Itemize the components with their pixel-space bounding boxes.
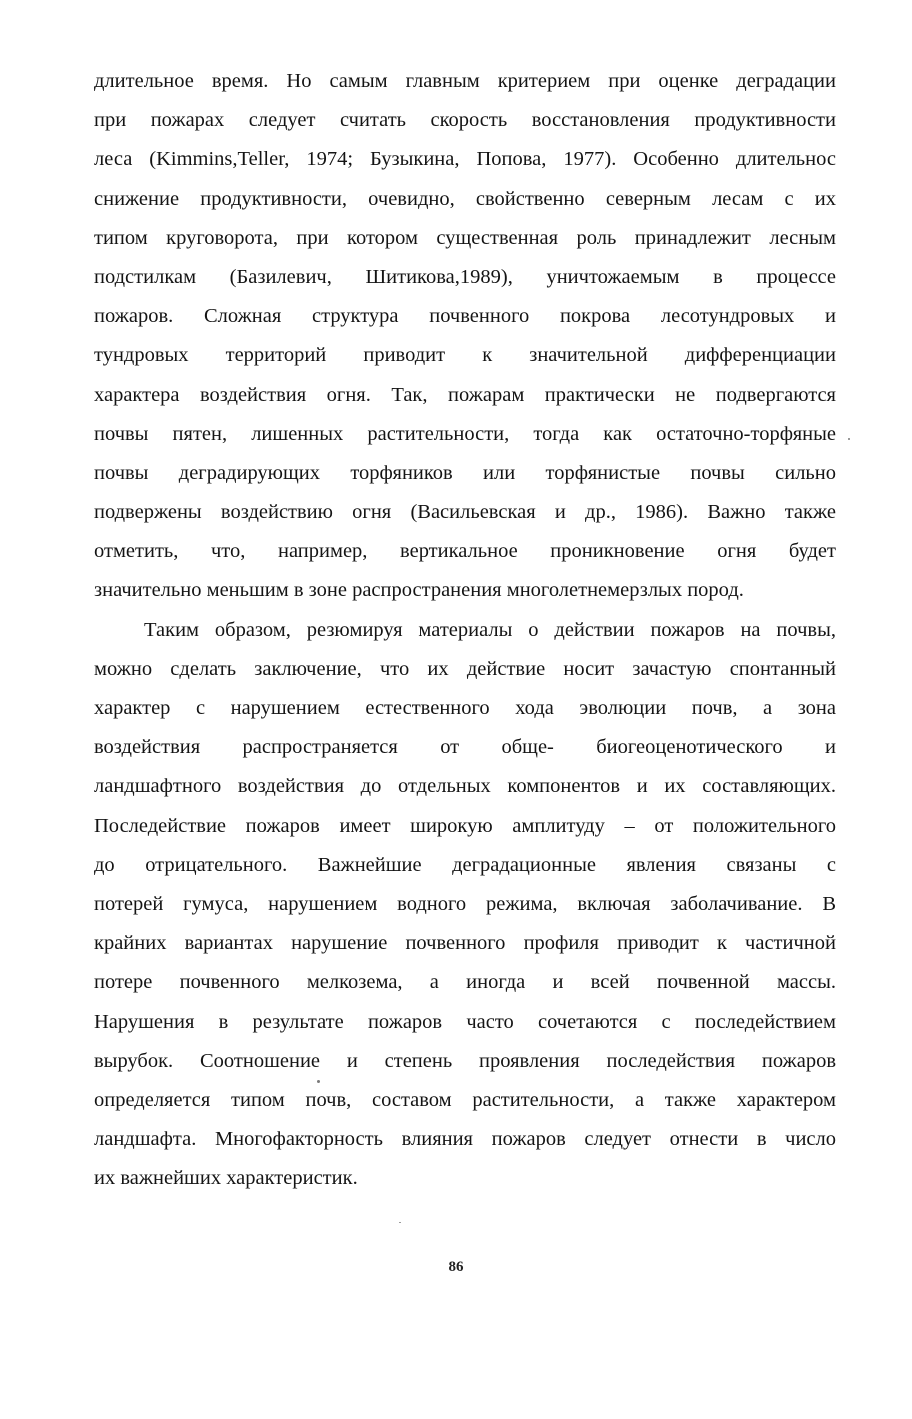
text-line: леса (Kimmins,Teller, 1974; Бузыкина, Попова, 1977). Особенно длительнос bbox=[94, 148, 836, 171]
text-line: длительное время. Но самым главным критерием при оценке деградации bbox=[94, 70, 836, 92]
text-line: характер с нарушением естественного хода эволюции почв, а зона bbox=[94, 697, 836, 719]
text-line: снижение продуктивности, очевидно, свойственно северным лесам с их bbox=[94, 187, 836, 210]
text-line: подстилкам (Базилевич, Шитикова,1989), уничтожаемым в процессе bbox=[94, 265, 836, 288]
text-line: Нарушения в результате пожаров часто сочетаются с последействием bbox=[94, 1010, 836, 1033]
text-line: определяется типом почв, составом растительности, а также характером bbox=[94, 1088, 836, 1111]
body-text bbox=[94, 62, 836, 1198]
text-line: при пожарах следует считать скорость восстановления продуктивности bbox=[94, 109, 836, 132]
text-line: подвержены воздействию огня (Васильевская и др., 1986). Важно также bbox=[94, 501, 836, 524]
text-line: вырубок. Соотношение и степень проявления последействия пожаров bbox=[94, 1049, 836, 1072]
text-line: Таким образом, резюмируя материалы о действии пожаров на почвы, bbox=[144, 618, 836, 641]
text-line: Последействие пожаров имеет широкую амплитуду – от положительного bbox=[94, 814, 836, 837]
paragraph-2 bbox=[94, 611, 836, 1199]
text-line: характера воздействия огня. Так, пожарам практически не подвергаются bbox=[94, 383, 836, 406]
page-number: 86 bbox=[448, 1259, 464, 1275]
text-line: тундровых территорий приводит к значительной дифференциации bbox=[94, 344, 836, 367]
text-line: крайних вариантах нарушение почвенного профиля приводит к частичной bbox=[94, 932, 836, 955]
text-line: до отрицательного. Важнейшие деградационные явления связаны с bbox=[94, 853, 836, 876]
text-line: значительно меньшим в зоне распространения многолетнемерзлых пород. bbox=[94, 579, 744, 602]
text-line: почвы пятен, лишенных растительности, тогда как остаточно-торфяные bbox=[94, 422, 836, 445]
text-line: ландшафта. Многофакторность влияния пожаров следует отнести в число bbox=[94, 1128, 836, 1151]
scan-speck bbox=[317, 1080, 320, 1083]
text-line: потерей гумуса, нарушением водного режима, включая заболачивание. В bbox=[94, 892, 836, 915]
text-line: можно сделать заключение, что их действие носит зачастую спонтанный bbox=[94, 657, 836, 680]
text-line: их важнейших характеристик. bbox=[94, 1167, 358, 1190]
text-line: воздействия распространяется от обще- биогеоценотического и bbox=[94, 736, 836, 759]
text-line: отметить, что, например, вертикальное проникновение огня будет bbox=[94, 540, 836, 563]
text-line: типом круговорота, при котором существенная роль принадлежит лесным bbox=[94, 226, 836, 249]
text-line: потере почвенного мелкозема, а иногда и всей почвенной массы. bbox=[94, 971, 836, 994]
text-line: пожаров. Сложная структура почвенного покрова лесотундровых и bbox=[94, 305, 836, 328]
scan-speck bbox=[399, 1222, 401, 1223]
scan-speck bbox=[848, 438, 850, 440]
paragraph-1 bbox=[94, 62, 836, 611]
text-line: ландшафтного воздействия до отдельных компонентов и их составляющих. bbox=[94, 775, 836, 798]
text-line: почвы деградирующих торфяников или торфянистые почвы сильно bbox=[94, 461, 836, 484]
